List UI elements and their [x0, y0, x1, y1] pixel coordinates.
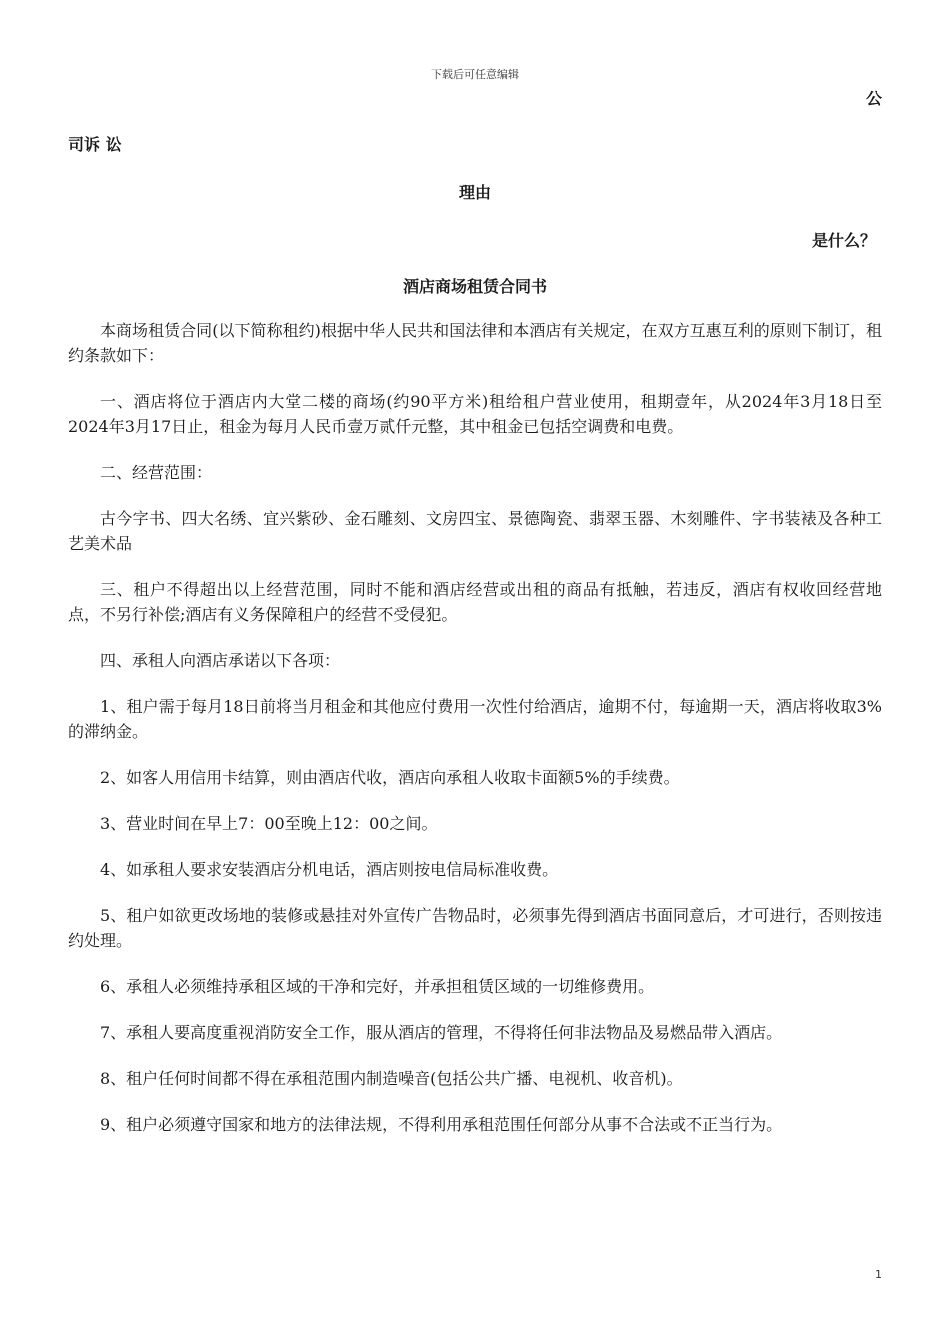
- fragment-center: 理由: [458, 183, 491, 202]
- paragraph: 7、承租人要高度重视消防安全工作，服从酒店的管理，不得将任何非法物品及易燃品带入酒店。: [100, 1023, 783, 1042]
- paragraph: 四、承租人向酒店承诺以下各项：: [100, 651, 341, 670]
- page-number: 1: [875, 1268, 882, 1281]
- paragraph: 6、承租人必须维持承租区域的干净和完好，并承担租赁区域的一切维修费用。: [100, 977, 655, 996]
- header-note: 下载后可任意编辑: [431, 68, 519, 81]
- paragraph: 8、租户任何时间都不得在承租范围内制造噪音(包括公共广播、电视机、收音机)。: [100, 1069, 683, 1088]
- paragraph: 一、酒店将位于酒店内大堂二楼的商场(约90平方米)租给租户营业使用，租期壹年，从2024年3月18日至2024年3月17日止，租金为每月人民币壹万贰仟元整，其中租金已包括空调费和电费。: [68, 392, 882, 436]
- paragraph: 本商场租赁合同(以下简称租约)根据中华人民共和国法律和本酒店有关规定，在双方互惠互利的原则下制订，租约条款如下：: [68, 321, 882, 365]
- document-title: 酒店商场租赁合同书: [402, 277, 547, 296]
- paragraph: 9、租户必须遵守国家和地方的法律法规，不得利用承租范围任何部分从事不合法或不正当行为。: [100, 1115, 783, 1134]
- fragment-left: 司诉 讼: [68, 135, 122, 154]
- paragraph: 古今字书、四大名绣、宜兴紫砂、金石雕刻、文房四宝、景德陶瓷、翡翠玉器、木刻雕件、字书装裱及各种工艺美术品: [68, 509, 882, 553]
- paragraph: 三、租户不得超出以上经营范围，同时不能和酒店经营或出租的商品有抵触，若违反，酒店有权收回经营地点，不另行补偿;酒店有义务保障租户的经营不受侵犯。: [68, 580, 882, 624]
- paragraph: 5、租户如欲更改场地的装修或悬挂对外宣传广告物品时，必须事先得到酒店书面同意后，才可进行，否则按违约处理。: [68, 906, 882, 950]
- paragraph: 二、经营范围：: [100, 463, 213, 482]
- paragraph: 4、如承租人要求安装酒店分机电话，酒店则按电信局标准收费。: [100, 860, 559, 879]
- paragraph: 1、租户需于每月18日前将当月租金和其他应付费用一次性付给酒店，逾期不付，每逾期一天，酒店将收取3%的滞纳金。: [68, 697, 882, 741]
- fragment-right: 是什么？: [811, 231, 876, 250]
- fragment-top-right: 公: [865, 89, 882, 108]
- paragraph: 3、营业时间在早上7：00至晚上12：00之间。: [100, 814, 438, 833]
- document-body: [68, 318, 882, 1158]
- paragraph: 2、如客人用信用卡结算，则由酒店代收，酒店向承租人收取卡面额5%的手续费。: [100, 768, 680, 787]
